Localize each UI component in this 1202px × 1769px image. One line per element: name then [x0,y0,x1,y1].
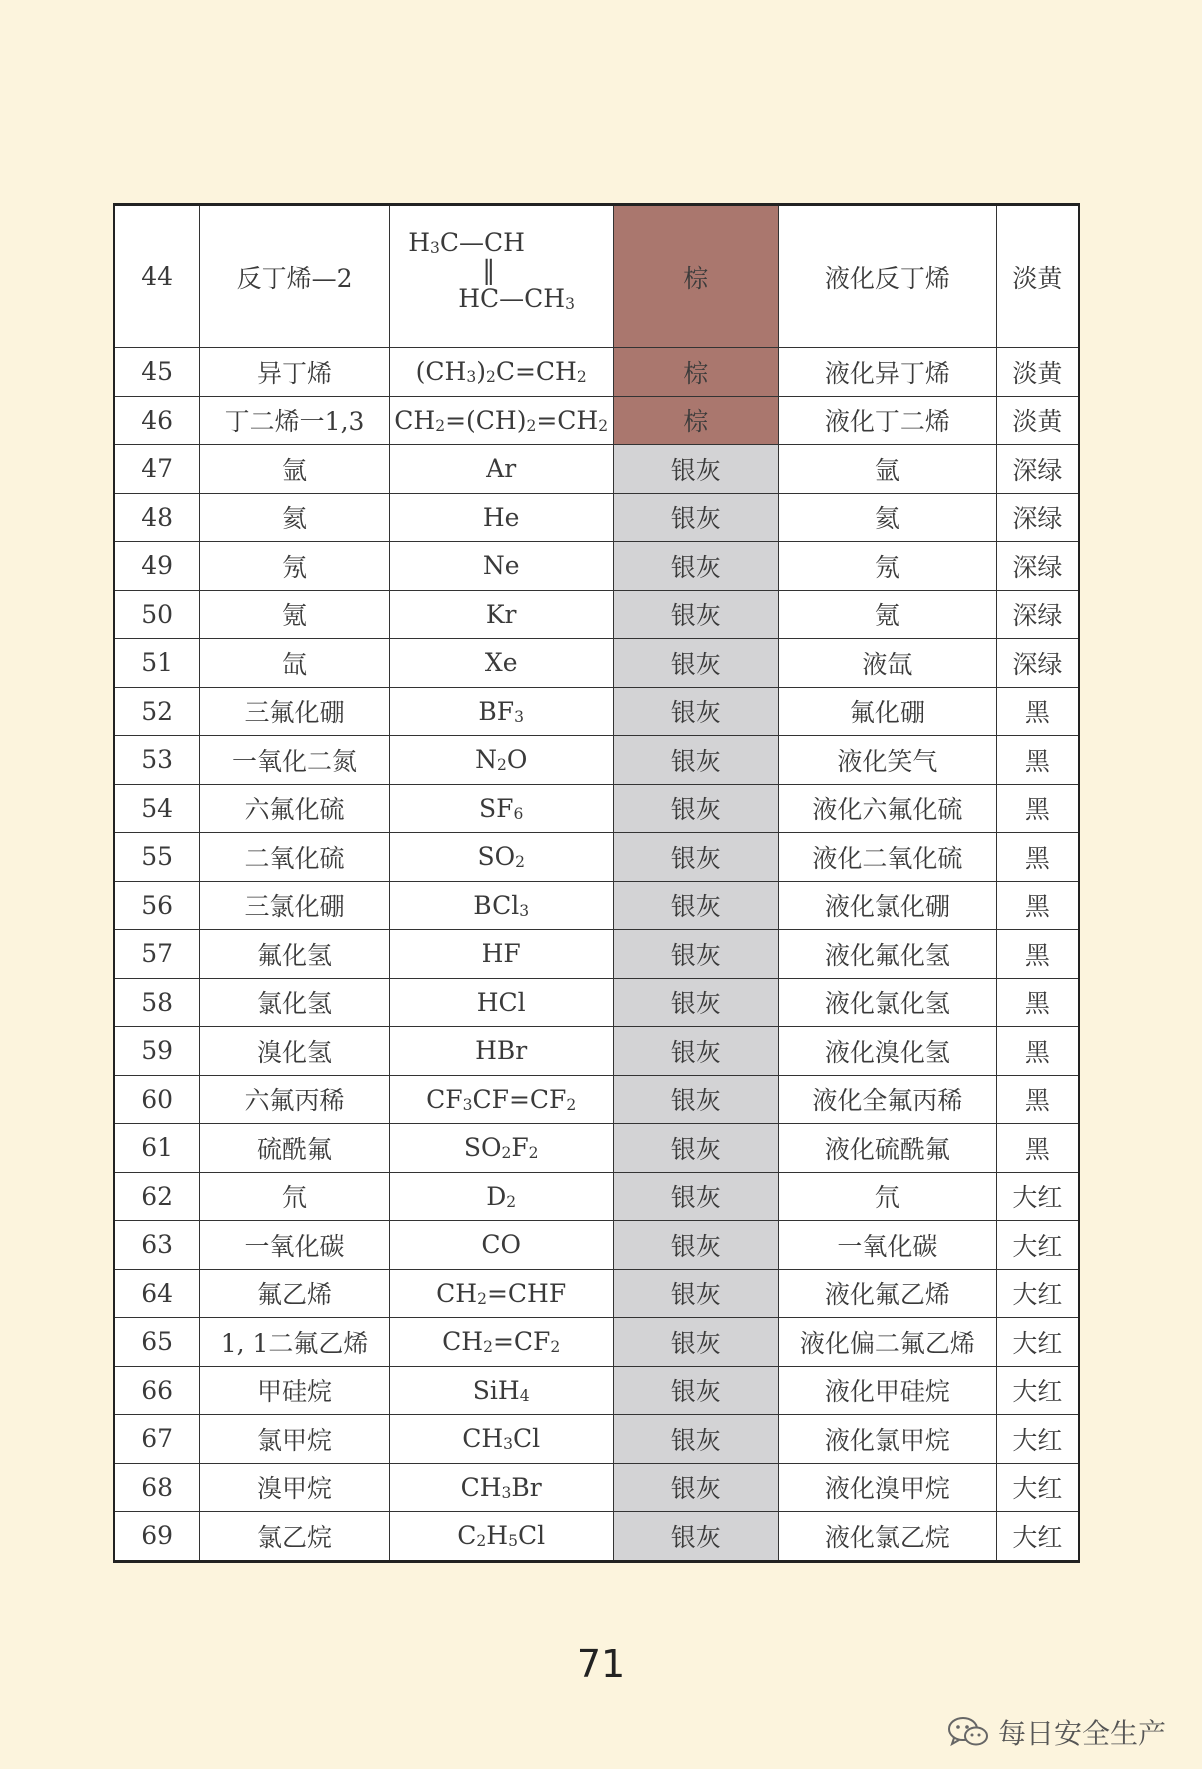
table-row [114,590,1079,639]
gas-name: 一氧化二氮 [200,736,390,785]
chemical-formula: HCl [389,978,613,1027]
label-text: 液化二氧化硫 [779,833,997,882]
table-row [114,1221,1079,1270]
table-row [114,493,1079,542]
gas-name: 氦 [200,493,390,542]
label-text: 液化溴化氢 [779,1027,997,1076]
label-text: 液化笑气 [779,736,997,785]
text-color: 大红 [996,1221,1079,1270]
row-number: 48 [114,493,200,542]
gas-name: 甲硅烷 [200,1366,390,1415]
cylinder-color: 银灰 [613,1221,779,1270]
row-number: 68 [114,1463,200,1512]
gas-name: 氖 [200,542,390,591]
text-color: 深绿 [996,542,1079,591]
text-color: 淡黄 [996,396,1079,445]
cylinder-color: 银灰 [613,1463,779,1512]
cylinder-color: 银灰 [613,978,779,1027]
table-row [114,348,1079,397]
label-text: 氦 [779,493,997,542]
cylinder-color: 银灰 [613,1512,779,1562]
gas-name: 反丁烯—2 [200,205,390,348]
label-text: 液化甲硅烷 [779,1366,997,1415]
label-text: 液化氯化氢 [779,978,997,1027]
gas-name: 氘 [200,1172,390,1221]
chemical-formula: BCl$_3$ [389,881,613,930]
label-text: 液化硫酰氟 [779,1124,997,1173]
cylinder-color: 棕 [613,205,779,348]
row-number: 52 [114,687,200,736]
table-row [114,205,1079,348]
label-text: 液化丁二烯 [779,396,997,445]
row-number: 44 [114,205,200,348]
row-number: 67 [114,1415,200,1464]
gas-name: 氙 [200,639,390,688]
watermark-text: 每日安全生产 [997,1717,1166,1750]
table-row [114,784,1079,833]
text-color: 黑 [996,1124,1079,1173]
label-text: 液化全氟丙稀 [779,1075,997,1124]
table-row [114,687,1079,736]
cylinder-color: 银灰 [613,493,779,542]
structure-line-2: ‖ [482,256,496,286]
label-text: 液化异丁烯 [779,348,997,397]
chemical-formula: $CH_2=CF_2$ [389,1318,613,1367]
label-text: 氟化硼 [779,687,997,736]
cylinder-color: 银灰 [613,445,779,494]
table-row [114,1124,1079,1173]
gas-name: 氯乙烷 [200,1512,390,1562]
chemical-formula: $CF_3CF=CF_2$ [389,1075,613,1124]
cylinder-color: 银灰 [613,1075,779,1124]
row-number: 62 [114,1172,200,1221]
chemical-formula: HF [389,930,613,979]
cylinder-color: 棕 [613,348,779,397]
label-text: 液化氟乙烯 [779,1269,997,1318]
table-row [114,1318,1079,1367]
text-color: 黑 [996,736,1079,785]
table-row [114,1269,1079,1318]
gas-name: 六氟化硫 [200,784,390,833]
table-row [114,1366,1079,1415]
text-color: 大红 [996,1172,1079,1221]
row-number: 46 [114,396,200,445]
structure-line-3: $HC—CH_3$ [458,284,575,313]
cylinder-color: 银灰 [613,639,779,688]
gas-name: 三氟化硼 [200,687,390,736]
gas-name: 氩 [200,445,390,494]
label-text: 液化溴甲烷 [779,1463,997,1512]
row-number: 51 [114,639,200,688]
cylinder-color: 银灰 [613,1172,779,1221]
table-row [114,1463,1079,1512]
table-row [114,1075,1079,1124]
label-text: 液化氯乙烷 [779,1512,997,1562]
chemical-formula: $(CH_3)_2C=CH_2$ [389,348,613,397]
row-number: 65 [114,1318,200,1367]
label-text: 氪 [779,590,997,639]
row-number: 54 [114,784,200,833]
label-text: 液氙 [779,639,997,688]
row-number: 56 [114,881,200,930]
chemical-formula: $C_2H_5Cl$ [389,1512,613,1562]
row-number: 57 [114,930,200,979]
text-color: 黑 [996,1027,1079,1076]
row-number: 60 [114,1075,200,1124]
chemical-formula: $CH_3Br$ [389,1463,613,1512]
text-color: 大红 [996,1318,1079,1367]
label-text: 氘 [779,1172,997,1221]
row-number: 45 [114,348,200,397]
cylinder-color: 银灰 [613,590,779,639]
gas-name: 溴甲烷 [200,1463,390,1512]
table-row [114,978,1079,1027]
chemical-formula: $SF_6$ [389,784,613,833]
chemical-formula: HBr [389,1027,613,1076]
text-color: 深绿 [996,445,1079,494]
row-number: 47 [114,445,200,494]
label-text: 氩 [779,445,997,494]
chemical-formula: CO [389,1221,613,1270]
table-row [114,930,1079,979]
text-color: 黑 [996,881,1079,930]
cylinder-color: 银灰 [613,1366,779,1415]
table-row [114,881,1079,930]
cylinder-color: 银灰 [613,881,779,930]
text-color: 黑 [996,978,1079,1027]
chemical-formula: Ar [389,445,613,494]
label-text: 液化氯化硼 [779,881,997,930]
text-color: 深绿 [996,639,1079,688]
chemical-formula: $CH_2=CHF$ [389,1269,613,1318]
gas-name: 氯甲烷 [200,1415,390,1464]
cylinder-color: 银灰 [613,930,779,979]
gas-name: 三氯化硼 [200,881,390,930]
watermark [946,1712,1166,1752]
table-row [114,736,1079,785]
chemical-formula: Kr [389,590,613,639]
chemical-formula: $SO_2F_2$ [389,1124,613,1173]
gas-name: 溴化氢 [200,1027,390,1076]
gas-name: 氯化氢 [200,978,390,1027]
page-number: 71 [576,1642,626,1686]
table-body [114,205,1079,1562]
structure-diagram [390,206,612,347]
text-color: 大红 [996,1269,1079,1318]
table-row [114,1027,1079,1076]
label-text: 一氧化碳 [779,1221,997,1270]
label-text: 液化氟化氢 [779,930,997,979]
wechat-icon [946,1715,990,1749]
table-row [114,445,1079,494]
chemical-formula: SiH$_4$ [389,1366,613,1415]
text-color: 大红 [996,1463,1079,1512]
gas-name: 1, 1二氟乙烯 [200,1318,390,1367]
structural-formula [389,205,613,348]
row-number: 55 [114,833,200,882]
cylinder-color: 银灰 [613,1124,779,1173]
table-row [114,833,1079,882]
text-color: 淡黄 [996,205,1079,348]
chemical-formula: He [389,493,613,542]
table-row [114,1172,1079,1221]
row-number: 61 [114,1124,200,1173]
cylinder-color: 银灰 [613,1027,779,1076]
chemical-formula: $CH_2=(CH)_2=CH_2$ [389,396,613,445]
text-color: 大红 [996,1415,1079,1464]
cylinder-color: 银灰 [613,1415,779,1464]
gas-name: 氟化氢 [200,930,390,979]
table-row [114,639,1079,688]
label-text: 液化六氟化硫 [779,784,997,833]
gas-name: 氟乙烯 [200,1269,390,1318]
chemical-formula: $D_2$ [389,1172,613,1221]
cylinder-color: 银灰 [613,784,779,833]
chemical-formula: $SO_2$ [389,833,613,882]
row-number: 64 [114,1269,200,1318]
cylinder-color: 棕 [613,396,779,445]
text-color: 深绿 [996,493,1079,542]
cylinder-color: 银灰 [613,736,779,785]
row-number: 53 [114,736,200,785]
text-color: 淡黄 [996,348,1079,397]
label-text: 液化反丁烯 [779,205,997,348]
gas-name: 六氟丙稀 [200,1075,390,1124]
cylinder-color: 银灰 [613,833,779,882]
gas-cylinder-color-table [113,203,1080,1563]
chemical-formula: Ne [389,542,613,591]
gas-name: 硫酰氟 [200,1124,390,1173]
label-text: 液化偏二氟乙烯 [779,1318,997,1367]
label-text: 液化氯甲烷 [779,1415,997,1464]
table-row [114,1415,1079,1464]
label-text: 氖 [779,542,997,591]
cylinder-color: 银灰 [613,1318,779,1367]
chemical-formula: Xe [389,639,613,688]
chemical-formula: $N_2O$ [389,736,613,785]
text-color: 大红 [996,1512,1079,1562]
chemical-formula: $CH_3Cl$ [389,1415,613,1464]
row-number: 69 [114,1512,200,1562]
table-row [114,542,1079,591]
row-number: 50 [114,590,200,639]
structure-line-1: $H_3C—CH$ [408,228,525,257]
row-number: 49 [114,542,200,591]
cylinder-color: 银灰 [613,542,779,591]
row-number: 59 [114,1027,200,1076]
cylinder-color: 银灰 [613,1269,779,1318]
text-color: 黑 [996,1075,1079,1124]
chemical-formula: $BF_3$ [389,687,613,736]
text-color: 深绿 [996,590,1079,639]
gas-name: 异丁烯 [200,348,390,397]
gas-name: 氪 [200,590,390,639]
gas-name: 二氧化硫 [200,833,390,882]
text-color: 黑 [996,784,1079,833]
row-number: 58 [114,978,200,1027]
text-color: 黑 [996,687,1079,736]
text-color: 黑 [996,833,1079,882]
text-color: 大红 [996,1366,1079,1415]
gas-name: 丁二烯一1,3 [200,396,390,445]
row-number: 66 [114,1366,200,1415]
gas-name: 一氧化碳 [200,1221,390,1270]
table-row [114,1512,1079,1562]
row-number: 63 [114,1221,200,1270]
table-row [114,396,1079,445]
text-color: 黑 [996,930,1079,979]
cylinder-color: 银灰 [613,687,779,736]
